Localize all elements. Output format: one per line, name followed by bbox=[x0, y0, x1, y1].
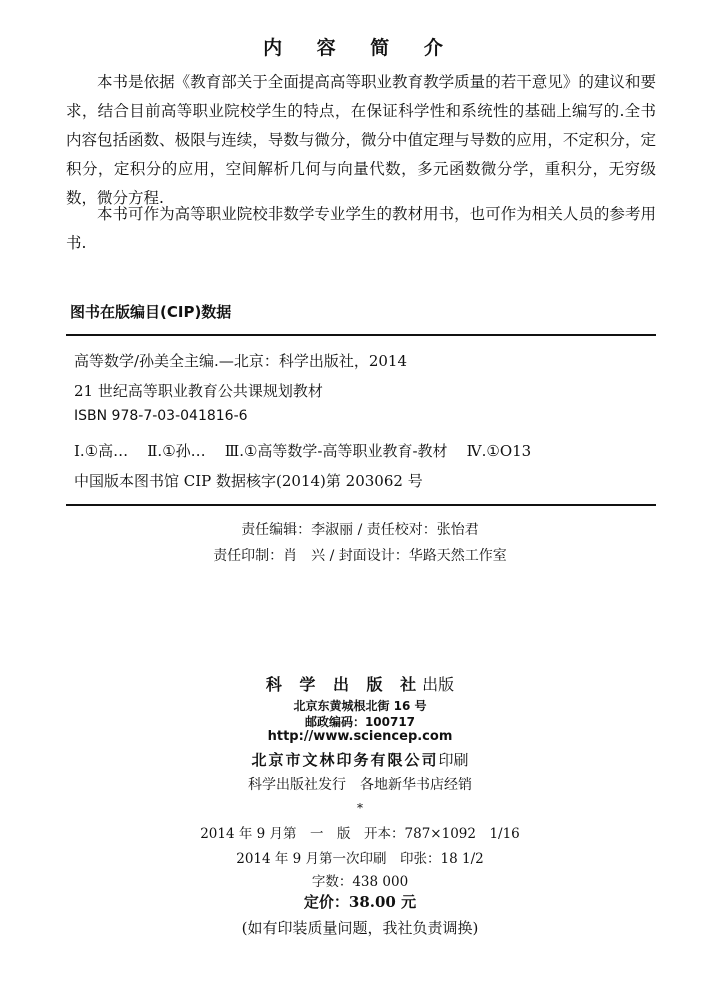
price: 定价：38.00 元 bbox=[303, 893, 417, 911]
publisher-name: 科 学 出 版 社 bbox=[265, 675, 423, 694]
cip-subjects-line bbox=[74, 440, 654, 461]
cip-isbn-line: ISBN 978-7-03-041816-6 bbox=[74, 408, 248, 424]
cip-top-rule bbox=[66, 334, 656, 336]
summary-paragraph-1: 本书是依据《教育部关于全面提高高等职业教育教学质量的若干意见》的建议和要求，结合目前高等职业院校学生的特点，在保证科学性和系统性的基础上编写的.全书内容包括函数、极限与连续，导数与微分，微分中值定理与导数的应用，不定积分，定积分，定积分的应用，空间解析几何与向量代数，多元函数微分学，重积分，无穷级数，微分方程. bbox=[66, 73, 656, 207]
publisher-suffix: 出版 bbox=[422, 675, 455, 694]
publisher-postcode: 邮政编码：100717 bbox=[304, 715, 416, 729]
cip-subject-3: Ⅲ.①高等数学-高等职业教育-教材 bbox=[224, 442, 448, 460]
summary-paragraph-2: 本书可作为高等职业院校非数学专业学生的教材用书，也可作为相关人员的参考用书. bbox=[66, 205, 656, 252]
printer-suffix: 印刷 bbox=[438, 751, 469, 769]
separator-asterisk: * bbox=[357, 801, 363, 815]
cip-bottom-rule bbox=[66, 504, 656, 506]
printer-name: 北京市文林印务有限公司 bbox=[251, 751, 439, 769]
cip-heading: 图书在版编目(CIP)数据 bbox=[70, 303, 232, 321]
printing-info: 2014 年 9 月第一次印刷 印张：18 1/2 bbox=[236, 851, 484, 867]
word-count: 字数：438 000 bbox=[311, 874, 409, 890]
cip-series-line: 21 世纪高等职业教育公共课规划教材 bbox=[74, 382, 323, 400]
distribution-line: 科学出版社发行 各地新华书店经销 bbox=[248, 777, 472, 793]
cip-record-number: 中国版本图书馆 CIP 数据核字(2014)第 203062 号 bbox=[74, 472, 423, 490]
cip-subject-4: Ⅳ.①O13 bbox=[466, 442, 532, 460]
cip-subject-1: Ⅰ.①高… bbox=[74, 442, 129, 460]
publisher-address: 北京东黄城根北街 16 号 bbox=[293, 699, 427, 713]
cip-subject-2: Ⅱ.①孙… bbox=[147, 442, 206, 460]
quality-note: (如有印装质量问题，我社负责调换) bbox=[241, 919, 479, 937]
credits-editors: 责任编辑：李淑丽 / 责任校对：张怡君 bbox=[241, 522, 479, 538]
edition-info: 2014 年 9 月第 一 版 开本：787×1092 1/16 bbox=[200, 826, 520, 842]
cip-title-line: 高等数学/孙美全主编.—北京：科学出版社，2014 bbox=[74, 352, 407, 370]
credits-production: 责任印制：肖 兴 / 封面设计：华路天然工作室 bbox=[213, 548, 507, 564]
summary-title: 内 容 简 介 bbox=[263, 37, 457, 59]
publisher-line bbox=[0, 672, 720, 695]
publisher-website: http://www.sciencep.com bbox=[267, 729, 453, 744]
printer-line bbox=[0, 749, 720, 770]
